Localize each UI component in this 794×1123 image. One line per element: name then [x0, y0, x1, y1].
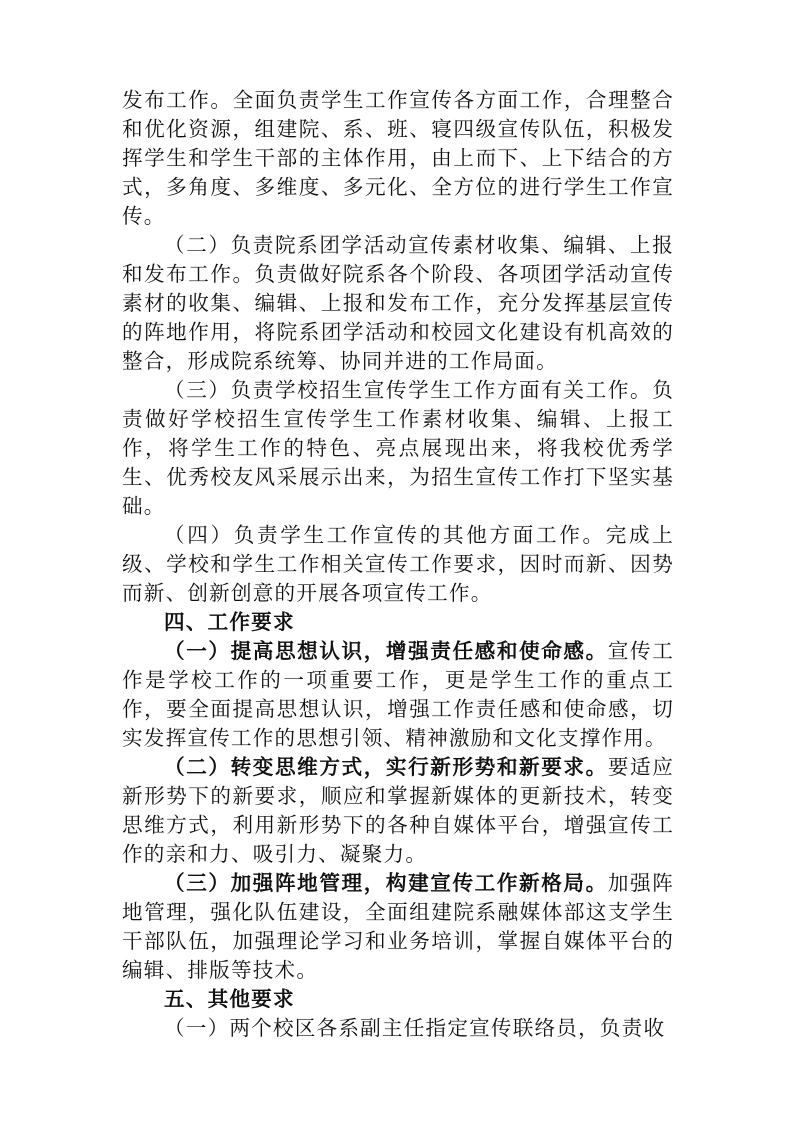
- paragraph-item-2: （二）负责院系团学活动宣传素材收集、编辑、上报和发布工作。负责做好院系各个阶段、各项团学活动宣传素材的收集、编辑、上报和发布工作，充分发挥基层宣传的阵地作用，将院系团学活动和校园文化建设有机高效的整合，形成院系统筹、协同并进的工作局面。: [122, 233, 674, 373]
- requirement-1-lead: （一）提高思想认识，增强责任感和使命感。: [164, 639, 608, 663]
- requirement-2-body: 要适应新形势下的新要求，顺应和掌握新媒体的更新技术，转变思维方式，利用新形势下的各种自媒体平台，增强宣传工作的亲和力、吸引力、凝聚力。: [122, 755, 675, 866]
- paragraph-item-4: （四）负责学生工作宣传的其他方面工作。完成上级、学校和学生工作相关宣传工作要求，因时而新、因势而新、创新创意的开展各项宣传工作。: [122, 523, 674, 605]
- section-heading-4: 四、工作要求: [164, 610, 295, 634]
- paragraph-item-3: （三）负责学校招生宣传学生工作方面有关工作。负责做好学校招生宣传学生工作素材收集、编辑、上报工作，将学生工作的特色、亮点展现出来，将我校优秀学生、优秀校友风采展示出来，为招生宣传工作打下坚实基础。: [122, 378, 674, 518]
- document-page: [122, 86, 674, 1043]
- paragraph-intro: 发布工作。全面负责学生工作宣传各方面工作，合理整合和优化资源，组建院、系、班、寝四级宣传队伍，积极发挥学生和学生干部的主体作用，由上而下、上下结合的方式，多角度、多维度、多元化、全方位的进行学生工作宣传。: [122, 88, 674, 228]
- requirement-3-lead: （三）加强阵地管理，构建宣传工作新格局。: [164, 871, 608, 895]
- requirement-3: [122, 869, 674, 985]
- requirement-2-lead: （二）转变思维方式，实行新形势和新要求。: [164, 755, 608, 779]
- other-requirement-1: （一）两个校区各系副主任指定宣传联络员，负责收: [164, 1016, 666, 1040]
- requirement-1: [122, 637, 674, 753]
- requirement-3-body: 加强阵地管理，强化队伍建设，全面组建院系融媒体部这支学生干部队伍，加强理论学习和业务培训，掌握自媒体平台的编辑、排版等技术。: [122, 871, 675, 982]
- section-heading-5: 五、其他要求: [164, 987, 295, 1011]
- requirement-2: [122, 753, 674, 869]
- requirement-1-body: 宣传工作是学校工作的一项重要工作，更是学生工作的重点工作，要全面提高思想认识，增强工作责任感和使命感，切实发挥宣传工作的思想引领、精神激励和文化支撑作用。: [122, 639, 675, 750]
